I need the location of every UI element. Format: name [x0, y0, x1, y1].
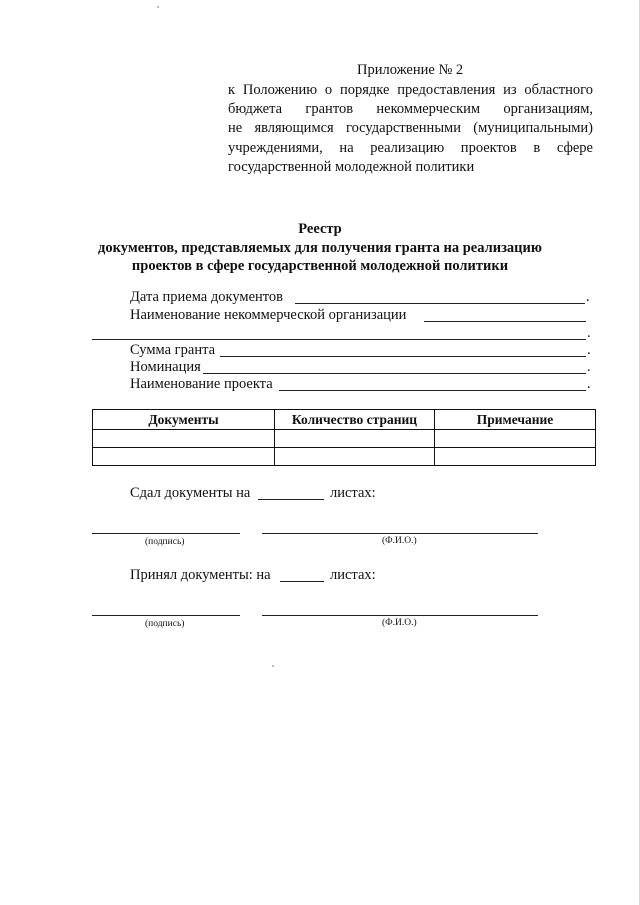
appendix-line-3: не являющимся государственными (муниципальными)	[228, 120, 593, 137]
table-cell[interactable]	[435, 430, 596, 448]
date-input-line[interactable]	[295, 303, 585, 304]
registry-subtitle-line-2: проектов в сфере государственной молодежной политики	[131, 258, 509, 274]
org-period: .	[587, 325, 591, 341]
scan-speck	[157, 6, 159, 8]
submitted-prefix: Сдал документы на	[130, 485, 251, 501]
appendix-line-5: государственной молодежной политики	[228, 158, 475, 175]
table-cell[interactable]	[93, 430, 275, 448]
documents-table	[92, 409, 596, 466]
received-signature-line[interactable]	[92, 615, 240, 616]
date-period: .	[586, 289, 590, 305]
registry-title: Реестр	[298, 221, 342, 237]
appendix-line-2: бюджета грантов некоммерческим организациям,	[228, 101, 593, 118]
received-name-line[interactable]	[262, 615, 538, 616]
submitted-name-line[interactable]	[262, 533, 538, 534]
received-suffix: листах:	[330, 567, 376, 583]
submitted-pages-line[interactable]	[258, 499, 324, 500]
org-label: Наименование некоммерческой организации	[130, 307, 407, 323]
submitted-suffix: листах:	[330, 485, 376, 501]
submitted-signature-line[interactable]	[92, 533, 240, 534]
amount-period: .	[587, 342, 591, 358]
project-label: Наименование проекта	[130, 376, 273, 392]
nomination-input-line[interactable]	[203, 373, 586, 374]
received-pages-line[interactable]	[280, 581, 324, 582]
header-page-count: Количество страниц	[275, 410, 435, 430]
project-input-line[interactable]	[279, 390, 586, 391]
nomination-label: Номинация	[130, 359, 201, 375]
received-name-caption: (Ф.И.О.)	[382, 618, 417, 628]
appendix-line-1: к Положению о порядке предоставления из областного	[228, 82, 593, 98]
received-signature-caption: (подпись)	[145, 619, 185, 629]
appendix-text	[228, 81, 593, 177]
submitted-name-caption: (Ф.И.О.)	[382, 536, 417, 546]
submitted-signature-caption: (подпись)	[145, 537, 185, 547]
org-input-line-2[interactable]	[92, 339, 586, 340]
appendix-title: Приложение № 2	[357, 62, 464, 78]
table-cell[interactable]	[275, 448, 435, 466]
table-cell[interactable]	[435, 448, 596, 466]
received-prefix: Принял документы: на	[130, 567, 271, 583]
table-header-row	[93, 410, 596, 430]
table-row	[93, 448, 596, 466]
header-documents: Документы	[93, 410, 275, 430]
header-note: Примечание	[435, 410, 596, 430]
org-input-line[interactable]	[424, 321, 586, 322]
project-period: .	[587, 376, 591, 392]
table-cell[interactable]	[275, 430, 435, 448]
date-label: Дата приема документов	[130, 289, 284, 305]
amount-label: Сумма гранта	[130, 342, 216, 358]
nomination-period: .	[587, 359, 591, 375]
amount-input-line[interactable]	[220, 356, 586, 357]
appendix-line-4: учреждениями, на реализацию проектов в сфере	[228, 139, 593, 156]
table-row	[93, 430, 596, 448]
table-cell[interactable]	[93, 448, 275, 466]
scan-speck	[272, 665, 274, 667]
registry-subtitle-line-1: документов, представляемых для получения гранта на реализацию	[98, 240, 542, 256]
